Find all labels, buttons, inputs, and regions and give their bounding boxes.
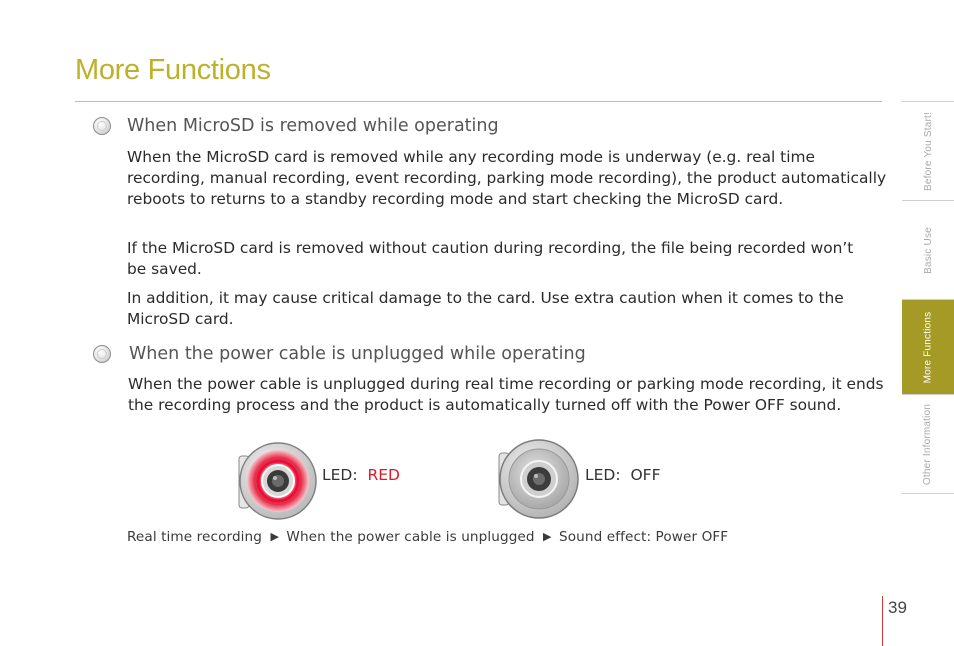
page-number: 39 — [888, 598, 907, 617]
section-heading-power-cable: When the power cable is unplugged while operating — [129, 344, 586, 364]
side-tab-label: Basic Use — [922, 226, 934, 274]
page-title: More Functions — [75, 54, 271, 86]
side-tab-label: Before You Start! — [922, 111, 934, 191]
device-led-off-icon — [497, 437, 579, 521]
led-off-device-illustration — [497, 437, 579, 521]
side-tab-label: Other Information — [922, 403, 934, 485]
paragraph-power-cable: When the power cable is unplugged during real time recording or parking mode recording, it ends the recording process and the product is automatically turned off with the Power OFF sound. — [128, 375, 884, 414]
led-red-label — [322, 466, 400, 484]
bullet-icon — [93, 117, 111, 135]
side-tab-more-functions[interactable] — [902, 300, 954, 394]
paragraph-microsd-file-loss: If the MicroSD card is removed without caution during recording, the file being recorded won’t be saved. — [127, 239, 854, 278]
led-value-red: RED — [367, 466, 400, 484]
side-tab-other-information[interactable] — [902, 395, 954, 493]
sequence-caption — [127, 529, 728, 545]
caption-step-2: When the power cable is unplugged — [286, 529, 535, 545]
led-off-label — [585, 466, 660, 484]
section-heading-microsd: When MicroSD is removed while operating — [127, 116, 499, 136]
led-red-device-illustration — [238, 440, 318, 522]
device-led-red-icon — [238, 440, 318, 522]
side-tab-label: More Functions — [922, 311, 934, 383]
arrow-right-icon: ▶ — [270, 530, 279, 543]
caption-step-3: Sound effect: Power OFF — [559, 529, 729, 545]
paragraph-microsd-reboot: When the MicroSD card is removed while any recording mode is underway (e.g. real time recording, manual recording, event recording, parking mode recording), the product automatically reboots to returns to a standby recording mode and start checking the MicroSD card. — [127, 148, 887, 208]
paragraph-microsd-damage: In addition, it may cause critical damage to the card. Use extra caution when it comes to the MicroSD card. — [127, 289, 844, 328]
led-value-off: OFF — [630, 466, 661, 484]
side-tab-basic-use[interactable] — [902, 201, 954, 299]
led-label-prefix: LED: — [322, 466, 358, 484]
side-tab-before-you-start[interactable] — [902, 102, 954, 200]
tab-divider — [902, 493, 954, 494]
title-divider — [75, 101, 882, 102]
caption-step-1: Real time recording — [127, 529, 263, 545]
arrow-right-icon: ▶ — [543, 530, 552, 543]
page-number-rule — [882, 596, 883, 646]
led-label-prefix: LED: — [585, 466, 621, 484]
bullet-icon — [93, 345, 111, 363]
